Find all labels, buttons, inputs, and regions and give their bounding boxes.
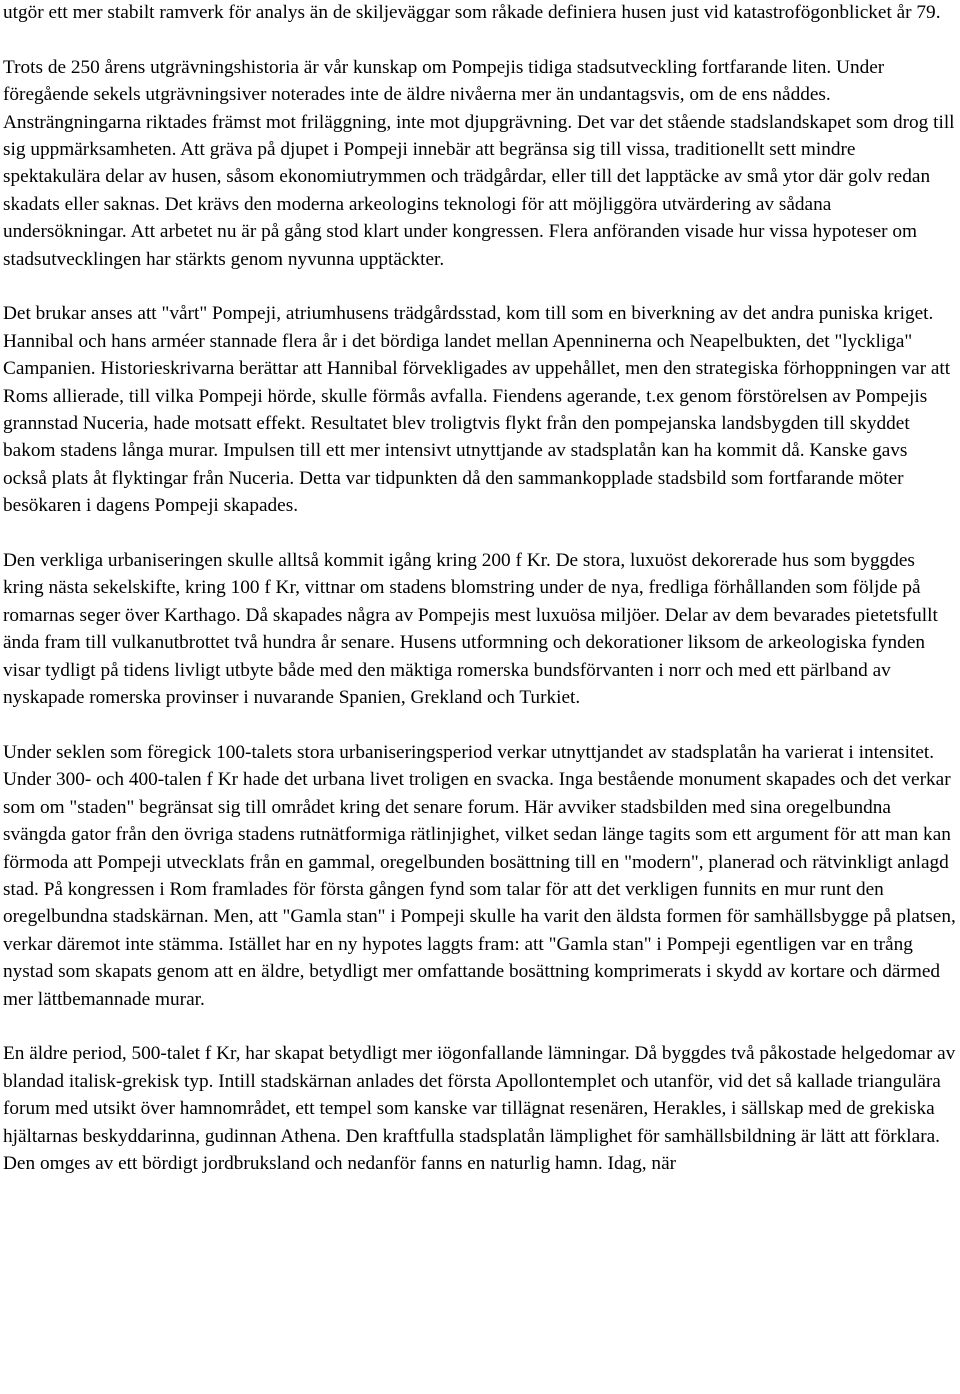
paragraph-3: Det brukar anses att "vårt" Pompeji, atriumhusens trädgårdsstad, kom till som en biverkning av det andra puniska kriget. Hannibal och hans arméer stannade flera år i det bördiga landet mellan Apenninerna och Neapelbukten, det "lyckliga" Campanien. Historieskrivarna berättar att Hannibal förvekligades av uppehållet, men den strategiska förhoppningen var att Roms allierade, till vilka Pompeji hörde, skulle förmås avfalla. Fiendens agerande, t.ex genom förstörelsen av Pompejis grannstad Nuceria, hade motsatt effekt. Resultatet blev troligtvis flykt från den pompejanska landsbygden till skyddet bakom stadens långa murar. Impulsen till ett mer intensivt utnyttjande av stadsplatån kan ha kommit då. Kanske gavs också plats åt flyktingar från Nuceria. Detta var tidpunkten då den sammankopplade stadsbild som fortfarande möter besökaren i dagens Pompeji skapades. xyxy=(3,303,951,517)
paragraph-4: Den verkliga urbaniseringen skulle alltså kommit igång kring 200 f Kr. De stora, luxuöst dekorerade hus som byggdes kring nästa sekelskifte, kring 100 f Kr, vittnar om stadens blomstring under de nya, fredliga förhållanden som följde på romarnas seger över Karthago. Då skapades några av Pompejis mest luxuösa miljöer. Delar av dem bevarades pietetsfullt ända fram till vulkanutbrottet två hundra år senare. Husens utformning och dekorationer liksom de arkeologiska fynden visar tydligt på tidens livligt utbyte både med den mäktiga romerska bundsförvanten i norr och med ett pärlband av nyskapade romerska provinser i nuvarande Spanien, Grekland och Turkiet. xyxy=(3,550,938,709)
paragraph-1: utgör ett mer stabilt ramverk för analys än de skiljeväggar som råkade definiera husen just vid katastrofögonblicket år 79. xyxy=(3,2,941,23)
paragraph-2: Trots de 250 årens utgrävningshistoria är vår kunskap om Pompejis tidiga stadsutveckling fortfarande liten. Under föregående sekels utgrävningsiver noterades inte de äldre nivåerna mer än undantagsvis, om de ens nåddes. Ansträngningarna riktades främst mot friläggning, inte mot djupgrävning. Det var det stående stadslandskapet som drog till sig uppmärksamheten. Att gräva på djupet i Pompeji innebär att begränsa sig till vissa, traditionellt sett mindre spektakulära delar av husen, såsom ekonomiutrymmen och trädgårdar, eller till det lapptäcke av små ytor där golv redan skadats eller saknas. Det krävs den moderna arkeologins teknologi för att möjliggöra utvärdering av sådana undersökningar. Att arbetet nu är på gång stod klart under kongressen. Flera anföranden visade hur vissa hypoteser om stadsutvecklingen har stärkts genom nyvunna upptäckter. xyxy=(3,56,955,270)
paragraph-6: En äldre period, 500-talet f Kr, har skapat betydligt mer iögonfallande lämningar. Då byggdes två påkostade helgedomar av blandad italisk-grekisk typ. Intill stadskärnan anlades det första Apollontemplet och utanför, vid det så kallade triangulära forum med utsikt över hamnområdet, ett tempel som kanske var tillägnat resenären, Herakles, i sällskap med de grekiska hjältarnas beskyddarinna, gudinnan Athena. Den kraftfulla stadsplatån lämplighet för samhällsbildning är lätt att förklara. Den omges av ett bördigt jordbruksland och nedanför fanns en naturlig hamn. Idag, när xyxy=(3,1043,956,1174)
paragraph-5: Under seklen som föregick 100-talets stora urbaniseringsperiod verkar utnyttjandet av stadsplatån ha varierat i intensitet. Under 300- och 400-talen f Kr hade det urbana livet troligen en svacka. Inga bestående monument skapades och det verkar som om "staden" begränsat sig till området kring det senare forum. Här avviker stadsbilden med sina oregelbundna svängda gator från den övriga stadens rutnätformiga rätlinjighet, vilket sedan länge tagits som ett argument för att man kan förmoda att Pompeji utvecklats från en gammal, oregelbunden bosättning till en "modern", planerad och rätvinkligt anlagd stad. På kongressen i Rom framlades för första gången fynd som talar för att det verkligen funnits en mur runt den oregelbundna stadskärnan. Men, att "Gamla stan" i Pompeji skulle ha varit den äldsta formen för samhällsbygge på platsen, verkar däremot inte stämma. Istället har en ny hypotes laggts fram: att "Gamla stan" i Pompeji egentligen var en trång nystad som skapats genom att en äldre, betydligt mer omfattande bosättning komprimerats i skydd av kortare och därmed mer lättbemannade murar. xyxy=(3,741,956,1010)
